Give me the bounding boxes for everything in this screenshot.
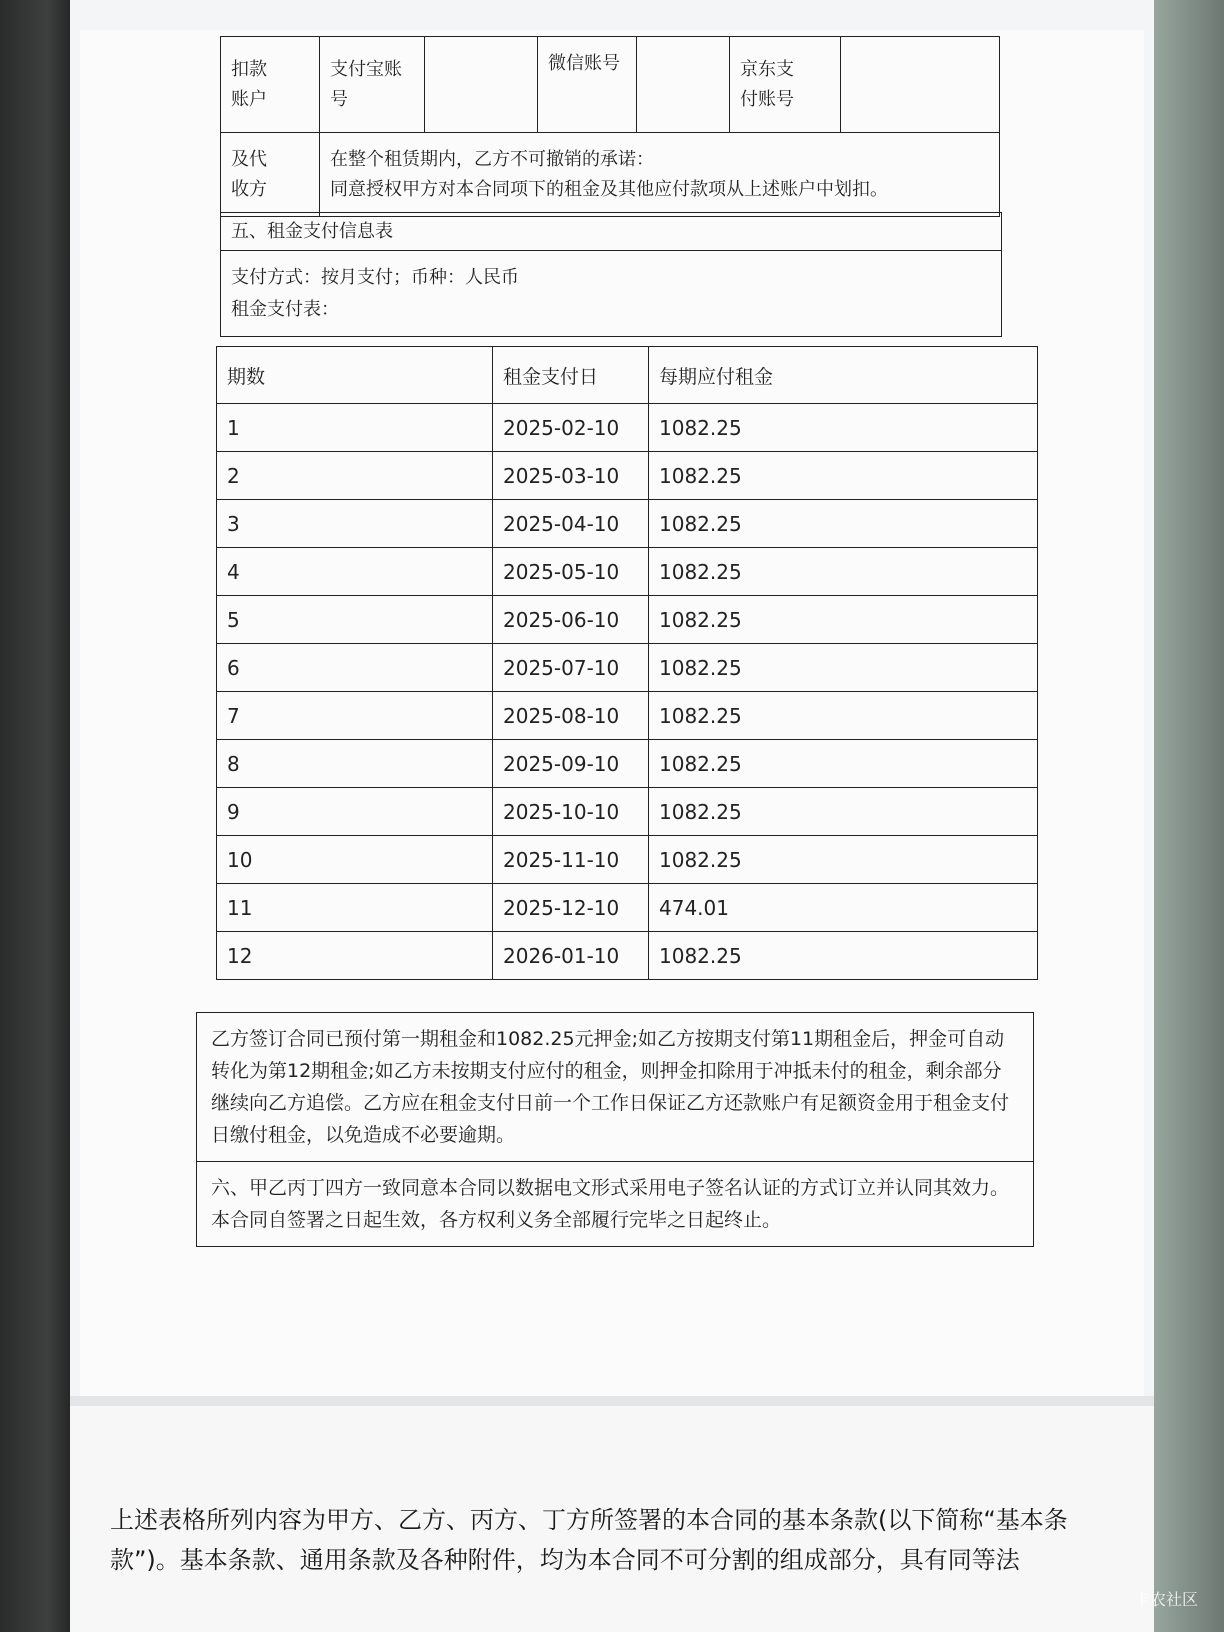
jd-account-label: 京东支 付账号 — [730, 37, 841, 133]
table-row — [217, 452, 1038, 500]
period-cell: 3 — [217, 500, 493, 548]
amount-cell: 1082.25 — [649, 692, 1038, 740]
table-row — [217, 692, 1038, 740]
deposit-note: 乙方签订合同已预付第一期租金和1082.25元押金;如乙方按期支付第11期租金后，押金可自动转化为第12期租金;如乙方未按期支付应付的租金，则押金扣除用于冲抵未付的租金，剩余部分继续向乙方追偿。乙方应在租金支付日前一个工作日保证乙方还款账户有足额资金用于租金支付日缴付租金，以免造成不必要逾期。 — [197, 1013, 1034, 1162]
watermark: 卡农社区 — [1133, 1590, 1198, 1609]
phone-screen — [70, 0, 1154, 1632]
date-cell: 2025-10-10 — [493, 788, 649, 836]
table-row — [217, 596, 1038, 644]
header-rent-amount: 每期应付租金 — [649, 347, 1038, 404]
schedule-header-row — [217, 347, 1038, 404]
table-row — [217, 500, 1038, 548]
contract-notes-table — [196, 1012, 1034, 1247]
period-cell: 11 — [217, 884, 493, 932]
date-cell: 2025-04-10 — [493, 500, 649, 548]
payment-method-text: 支付方式：按月支付；币种：人民币 租金支付表： — [221, 251, 1002, 337]
deduction-account-label: 扣款 账户 — [221, 37, 320, 133]
period-cell: 7 — [217, 692, 493, 740]
date-cell: 2025-07-10 — [493, 644, 649, 692]
alipay-account-label: 支付宝账 号 — [320, 37, 425, 133]
rent-schedule-table — [216, 346, 1038, 980]
amount-cell: 1082.25 — [649, 836, 1038, 884]
amount-cell: 1082.25 — [649, 740, 1038, 788]
amount-cell: 1082.25 — [649, 548, 1038, 596]
header-period: 期数 — [217, 347, 493, 404]
date-cell: 2025-02-10 — [493, 404, 649, 452]
period-cell: 9 — [217, 788, 493, 836]
amount-cell: 1082.25 — [649, 932, 1038, 980]
date-cell: 2025-06-10 — [493, 596, 649, 644]
period-cell: 12 — [217, 932, 493, 980]
wechat-account-value — [637, 37, 730, 133]
period-cell: 5 — [217, 596, 493, 644]
jd-account-value — [841, 37, 1000, 133]
date-cell: 2025-09-10 — [493, 740, 649, 788]
period-cell: 2 — [217, 452, 493, 500]
period-cell: 4 — [217, 548, 493, 596]
table-row — [217, 404, 1038, 452]
table-row — [217, 788, 1038, 836]
date-cell: 2025-05-10 — [493, 548, 649, 596]
table-row — [217, 932, 1038, 980]
section-5-title: 五、租金支付信息表 — [221, 213, 1002, 251]
table-row — [217, 740, 1038, 788]
date-cell: 2025-03-10 — [493, 452, 649, 500]
table-row — [217, 836, 1038, 884]
alipay-account-value — [425, 37, 538, 133]
amount-cell: 1082.25 — [649, 596, 1038, 644]
date-cell: 2026-01-10 — [493, 932, 649, 980]
rent-info-table — [220, 212, 1002, 337]
date-cell: 2025-11-10 — [493, 836, 649, 884]
collection-party-label: 及代 收方 — [221, 133, 320, 217]
page-divider — [70, 1396, 1154, 1406]
amount-cell: 474.01 — [649, 884, 1038, 932]
amount-cell: 1082.25 — [649, 644, 1038, 692]
header-payment-date: 租金支付日 — [493, 347, 649, 404]
date-cell: 2025-08-10 — [493, 692, 649, 740]
table-row — [217, 644, 1038, 692]
period-cell: 6 — [217, 644, 493, 692]
table-row — [217, 884, 1038, 932]
authorization-text: 在整个租赁期内，乙方不可撤销的承诺： 同意授权甲方对本合同项下的租金及其他应付款项从上述账户中划扣。 — [320, 133, 1000, 217]
amount-cell: 1082.25 — [649, 452, 1038, 500]
amount-cell: 1082.25 — [649, 500, 1038, 548]
period-cell: 8 — [217, 740, 493, 788]
deduction-account-table — [220, 36, 1000, 217]
date-cell: 2025-12-10 — [493, 884, 649, 932]
amount-cell: 1082.25 — [649, 788, 1038, 836]
amount-cell: 1082.25 — [649, 404, 1038, 452]
period-cell: 10 — [217, 836, 493, 884]
wechat-account-label: 微信账号 — [538, 37, 637, 133]
basic-terms-paragraph: 上述表格所列内容为甲方、乙方、丙方、丁方所签署的本合同的基本条款(以下简称“基本条款”)。基本条款、通用条款及各种附件，均为本合同不可分割的组成部分，具有同等法 — [110, 1506, 1068, 1574]
section-6-text: 六、甲乙丙丁四方一致同意本合同以数据电文形式采用电子签名认证的方式订立并认同其效力。本合同自签署之日起生效，各方权利义务全部履行完毕之日起终止。 — [197, 1162, 1034, 1247]
period-cell: 1 — [217, 404, 493, 452]
device-bezel-left — [0, 0, 80, 1632]
table-row — [217, 548, 1038, 596]
